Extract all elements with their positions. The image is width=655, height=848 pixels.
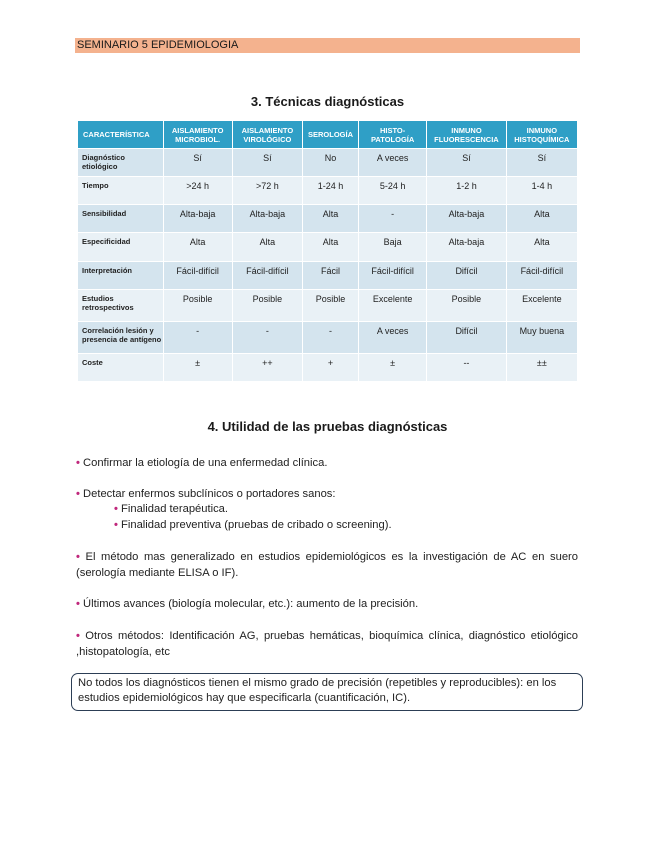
table-cell: Alta [303, 233, 359, 262]
table-cell: Sí [506, 149, 577, 177]
column-header: INMUNO FLUORESCENCIA [427, 121, 506, 149]
note-box [71, 673, 583, 711]
list-item-text: Otros métodos: Identificación AG, pruebas hemáticas, bioquímica clínica, diagnóstico etiológico ,histopatología, etc [76, 630, 578, 658]
document-header: SEMINARIO 5 EPIDEMIOLOGIA [75, 38, 580, 53]
table-cell: Difícil [427, 322, 506, 354]
table-cell: Fácil-difícil [359, 262, 427, 290]
table-cell: - [232, 322, 302, 354]
bullet-icon: • [76, 488, 80, 500]
table-cell: - [303, 322, 359, 354]
table-row [78, 354, 578, 382]
table-row [78, 322, 578, 354]
list-item-text: El método mas generalizado en estudios epidemiológicos es la investigación de AC en suero (serología mediante ELISA o IF). [76, 551, 578, 579]
bullet-icon: • [114, 503, 118, 515]
list-item [76, 596, 578, 612]
table-cell: Posible [163, 290, 232, 322]
table-cell: A veces [359, 322, 427, 354]
table-cell: Posible [232, 290, 302, 322]
table-row [78, 233, 578, 262]
row-label: Especificidad [78, 233, 164, 262]
table-cell: Alta [232, 233, 302, 262]
row-label: Diagnóstico etiológico [78, 149, 164, 177]
table-row [78, 177, 578, 205]
table-cell: Sí [427, 149, 506, 177]
table-cell: ++ [232, 354, 302, 382]
column-header: SEROLOGÍA [303, 121, 359, 149]
table-row [78, 205, 578, 233]
bullet-icon: • [76, 630, 80, 642]
column-header: INMUNO HISTOQUÍMICA [506, 121, 577, 149]
table-row [78, 290, 578, 322]
table-cell: Excelente [506, 290, 577, 322]
table-cell: Posible [427, 290, 506, 322]
table-cell: - [163, 322, 232, 354]
table-cell: >24 h [163, 177, 232, 205]
table-cell: 1-24 h [303, 177, 359, 205]
column-header: AISLAMIENTO MICROBIOL. [163, 121, 232, 149]
list-item-text: Finalidad terapéutica. [121, 503, 229, 515]
table-cell: ± [163, 354, 232, 382]
table-cell: - [359, 205, 427, 233]
bullet-icon: • [114, 519, 118, 531]
table-cell: Baja [359, 233, 427, 262]
table-cell: >72 h [232, 177, 302, 205]
table-cell: Posible [303, 290, 359, 322]
table-cell: Sí [232, 149, 302, 177]
table-cell: -- [427, 354, 506, 382]
bullet-icon: • [76, 598, 80, 610]
column-header: AISLAMIENTO VIROLÓGICO [232, 121, 302, 149]
row-label: Correlación lesión y presencia de antígeno [78, 322, 164, 354]
table-cell: Fácil-difícil [163, 262, 232, 290]
diagnostic-techniques-table [77, 120, 578, 382]
table-cell: Alta-baja [232, 205, 302, 233]
table-cell: No [303, 149, 359, 177]
list-item-text: Confirmar la etiología de una enfermedad clínica. [83, 457, 328, 469]
table-cell: ±± [506, 354, 577, 382]
column-header: HISTO-PATOLOGÍA [359, 121, 427, 149]
column-header: CARACTERÍSTICA [78, 121, 164, 149]
table-cell: 1-4 h [506, 177, 577, 205]
table-cell: 5-24 h [359, 177, 427, 205]
note-text: No todos los diagnósticos tienen el mismo grado de precisión (repetibles y reproducibles): en los estudios epidemiológicos hay que especificarla (cuantificación, IC). [78, 677, 557, 704]
table-cell: Muy buena [506, 322, 577, 354]
table-row [78, 262, 578, 290]
table-row [78, 149, 578, 177]
table-cell: Excelente [359, 290, 427, 322]
row-label: Sensibilidad [78, 205, 164, 233]
table-cell: Alta [163, 233, 232, 262]
list-item-text: Últimos avances (biología molecular, etc.): aumento de la precisión. [83, 598, 419, 610]
row-label: Coste [78, 354, 164, 382]
list-item [76, 486, 578, 502]
list-item [76, 628, 578, 660]
table-cell: Alta-baja [163, 205, 232, 233]
table-cell: ± [359, 354, 427, 382]
bullet-icon: • [76, 457, 80, 469]
list-item [76, 549, 578, 581]
list-item-text: Finalidad preventiva (pruebas de cribado o screening). [121, 519, 392, 531]
table-cell: Fácil-difícil [506, 262, 577, 290]
section-4-title: 4. Utilidad de las pruebas diagnósticas [207, 419, 448, 434]
sub-list-item [76, 501, 616, 517]
table-cell: Sí [163, 149, 232, 177]
table-cell: Fácil-difícil [232, 262, 302, 290]
table-cell: Fácil [303, 262, 359, 290]
table-cell: + [303, 354, 359, 382]
row-label: Estudios retrospectivos [78, 290, 164, 322]
bullet-icon: • [76, 551, 80, 563]
section-3-title: 3. Técnicas diagnósticas [250, 94, 405, 109]
table-cell: Difícil [427, 262, 506, 290]
table-cell: 1-2 h [427, 177, 506, 205]
table-cell: Alta [506, 233, 577, 262]
sub-list-item [76, 517, 616, 533]
table-cell: Alta [303, 205, 359, 233]
table-header-row [78, 121, 578, 149]
row-label: Interpretación [78, 262, 164, 290]
table-cell: Alta [506, 205, 577, 233]
list-item-text: Detectar enfermos subclínicos o portadores sanos: [83, 488, 336, 500]
table-cell: Alta-baja [427, 205, 506, 233]
table-cell: Alta-baja [427, 233, 506, 262]
table-cell: A veces [359, 149, 427, 177]
row-label: Tiempo [78, 177, 164, 205]
list-item [76, 455, 578, 471]
